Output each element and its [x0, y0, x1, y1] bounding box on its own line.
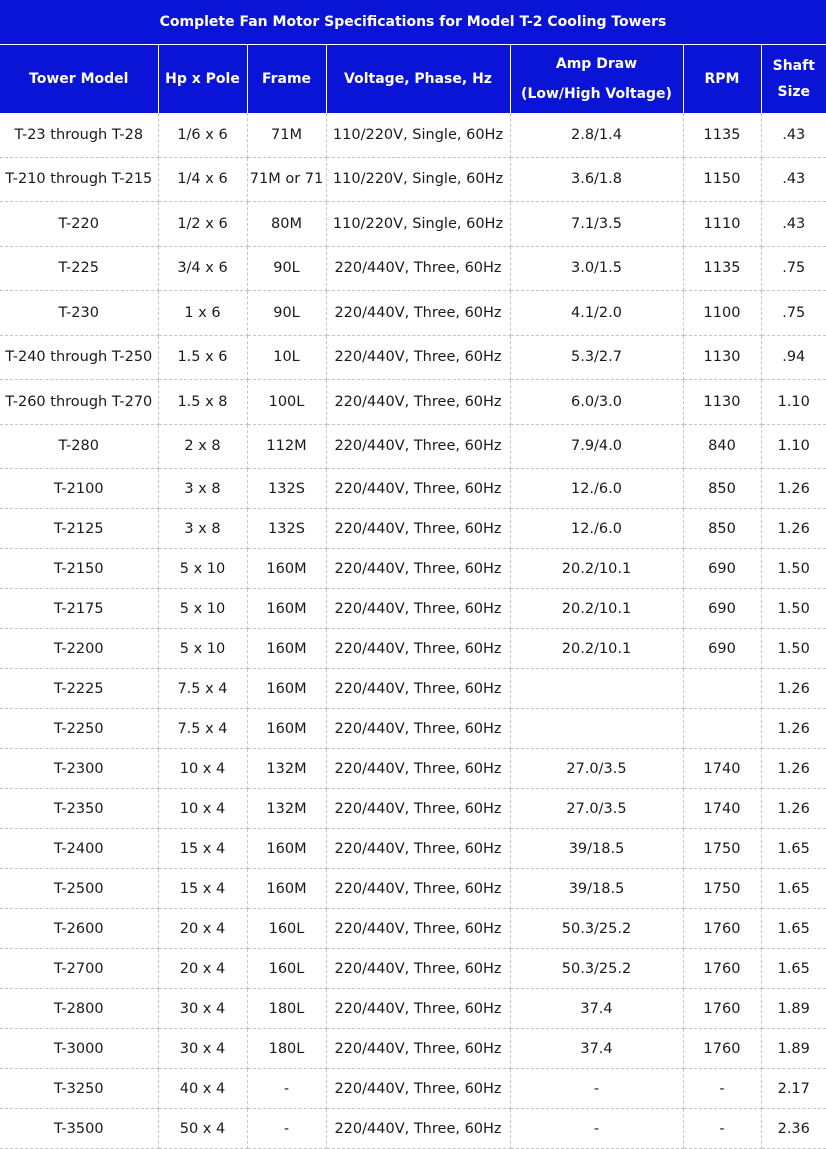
frame-cell: 132M — [247, 789, 326, 829]
header-rpm — [683, 45, 761, 114]
shaft-size-cell: 1.65 — [761, 829, 826, 869]
rpm-cell: 1130 — [683, 380, 761, 425]
voltage-cell: 220/440V, Three, 60Hz — [326, 589, 510, 629]
tower-model-cell: T-2300 — [0, 749, 158, 789]
title-row — [0, 0, 826, 45]
hp-pole-cell: 1/6 x 6 — [158, 113, 247, 157]
voltage-cell: 220/440V, Three, 60Hz — [326, 709, 510, 749]
shaft-size-cell: 1.26 — [761, 669, 826, 709]
table-row — [0, 1029, 826, 1069]
header-tower-model — [0, 45, 158, 114]
voltage-cell: 220/440V, Three, 60Hz — [326, 335, 510, 380]
hp-pole-cell: 1.5 x 8 — [158, 380, 247, 425]
tower-model-cell: T-220 — [0, 202, 158, 247]
shaft-size-cell: 1.26 — [761, 749, 826, 789]
frame-cell: 80M — [247, 202, 326, 247]
table-row — [0, 1069, 826, 1109]
tower-model-cell: T-2200 — [0, 629, 158, 669]
shaft-size-cell: 1.26 — [761, 509, 826, 549]
header-label: Tower Model — [0, 64, 158, 94]
rpm-cell: 1760 — [683, 1029, 761, 1069]
rpm-cell: 1760 — [683, 949, 761, 989]
tower-model-cell: T-23 through T-28 — [0, 113, 158, 157]
voltage-cell: 220/440V, Three, 60Hz — [326, 469, 510, 509]
header-amp-draw — [510, 45, 683, 114]
table-row — [0, 157, 826, 202]
rpm-cell: 1760 — [683, 909, 761, 949]
amp-draw-cell: 12./6.0 — [510, 469, 683, 509]
shaft-size-cell: .75 — [761, 291, 826, 336]
shaft-size-cell: 1.65 — [761, 949, 826, 989]
frame-cell: 160L — [247, 909, 326, 949]
table-row — [0, 335, 826, 380]
frame-cell: 112M — [247, 424, 326, 469]
shaft-size-cell: 1.26 — [761, 709, 826, 749]
tower-model-cell: T-3000 — [0, 1029, 158, 1069]
amp-draw-cell: - — [510, 1109, 683, 1149]
table-row — [0, 709, 826, 749]
rpm-cell: 1750 — [683, 869, 761, 909]
amp-draw-cell: 39/18.5 — [510, 829, 683, 869]
amp-draw-cell: 27.0/3.5 — [510, 749, 683, 789]
rpm-cell: 690 — [683, 549, 761, 589]
rpm-cell: 1760 — [683, 989, 761, 1029]
rpm-cell: 690 — [683, 589, 761, 629]
shaft-size-cell: 2.36 — [761, 1109, 826, 1149]
shaft-size-cell: 1.65 — [761, 909, 826, 949]
frame-cell: 160M — [247, 869, 326, 909]
amp-draw-cell: 20.2/10.1 — [510, 549, 683, 589]
hp-pole-cell: 50 x 4 — [158, 1109, 247, 1149]
rpm-cell: 1135 — [683, 246, 761, 291]
voltage-cell: 220/440V, Three, 60Hz — [326, 424, 510, 469]
table-head — [0, 0, 826, 113]
tower-model-cell: T-240 through T-250 — [0, 335, 158, 380]
voltage-cell: 220/440V, Three, 60Hz — [326, 869, 510, 909]
frame-cell: 160M — [247, 629, 326, 669]
frame-cell: 180L — [247, 1029, 326, 1069]
tower-model-cell: T-2225 — [0, 669, 158, 709]
voltage-cell: 220/440V, Three, 60Hz — [326, 1029, 510, 1069]
amp-draw-cell: 5.3/2.7 — [510, 335, 683, 380]
shaft-size-cell: 1.26 — [761, 789, 826, 829]
amp-draw-cell: 3.0/1.5 — [510, 246, 683, 291]
header-label: Shaft — [762, 53, 826, 79]
rpm-cell — [683, 709, 761, 749]
table-row — [0, 669, 826, 709]
hp-pole-cell: 5 x 10 — [158, 629, 247, 669]
amp-draw-cell — [510, 669, 683, 709]
table-title: Complete Fan Motor Specifications for Model T-2 Cooling Towers — [0, 0, 826, 45]
amp-draw-cell: 27.0/3.5 — [510, 789, 683, 829]
tower-model-cell: T-2125 — [0, 509, 158, 549]
frame-cell: 90L — [247, 291, 326, 336]
table-row — [0, 469, 826, 509]
amp-draw-cell: 37.4 — [510, 989, 683, 1029]
frame-cell: 10L — [247, 335, 326, 380]
table-row — [0, 909, 826, 949]
frame-cell: 160M — [247, 589, 326, 629]
rpm-cell: 1740 — [683, 749, 761, 789]
hp-pole-cell: 1.5 x 6 — [158, 335, 247, 380]
frame-cell: 160M — [247, 829, 326, 869]
hp-pole-cell: 2 x 8 — [158, 424, 247, 469]
shaft-size-cell: 1.10 — [761, 380, 826, 425]
tower-model-cell: T-225 — [0, 246, 158, 291]
frame-cell: 160M — [247, 549, 326, 589]
frame-cell: 132M — [247, 749, 326, 789]
header-sublabel: Size — [762, 79, 826, 105]
frame-cell: 132S — [247, 469, 326, 509]
tower-model-cell: T-2150 — [0, 549, 158, 589]
shaft-size-cell: 1.26 — [761, 469, 826, 509]
tower-model-cell: T-2600 — [0, 909, 158, 949]
amp-draw-cell: 12./6.0 — [510, 509, 683, 549]
hp-pole-cell: 7.5 x 4 — [158, 709, 247, 749]
hp-pole-cell: 1/4 x 6 — [158, 157, 247, 202]
voltage-cell: 220/440V, Three, 60Hz — [326, 291, 510, 336]
rpm-cell: 840 — [683, 424, 761, 469]
tower-model-cell: T-2500 — [0, 869, 158, 909]
hp-pole-cell: 20 x 4 — [158, 949, 247, 989]
header-shaft-size — [761, 45, 826, 114]
frame-cell: 160M — [247, 709, 326, 749]
tower-model-cell: T-210 through T-215 — [0, 157, 158, 202]
shaft-size-cell: 1.65 — [761, 869, 826, 909]
shaft-size-cell: 1.50 — [761, 549, 826, 589]
table-row — [0, 549, 826, 589]
table-row — [0, 113, 826, 157]
voltage-cell: 110/220V, Single, 60Hz — [326, 202, 510, 247]
header-frame — [247, 45, 326, 114]
header-label: Hp x Pole — [159, 64, 247, 94]
frame-cell: - — [247, 1069, 326, 1109]
rpm-cell: 850 — [683, 469, 761, 509]
tower-model-cell: T-3250 — [0, 1069, 158, 1109]
tower-model-cell: T-230 — [0, 291, 158, 336]
header-row — [0, 45, 826, 114]
voltage-cell: 220/440V, Three, 60Hz — [326, 1069, 510, 1109]
hp-pole-cell: 3/4 x 6 — [158, 246, 247, 291]
header-label: Voltage, Phase, Hz — [327, 64, 510, 94]
hp-pole-cell: 1/2 x 6 — [158, 202, 247, 247]
hp-pole-cell: 10 x 4 — [158, 749, 247, 789]
table-row — [0, 949, 826, 989]
amp-draw-cell: 39/18.5 — [510, 869, 683, 909]
table-row — [0, 989, 826, 1029]
hp-pole-cell: 40 x 4 — [158, 1069, 247, 1109]
hp-pole-cell: 7.5 x 4 — [158, 669, 247, 709]
table-row — [0, 749, 826, 789]
rpm-cell: 1100 — [683, 291, 761, 336]
header-sublabel: (Low/High Voltage) — [511, 79, 683, 109]
header-label: RPM — [684, 64, 761, 94]
table-row — [0, 1109, 826, 1149]
tower-model-cell: T-2350 — [0, 789, 158, 829]
hp-pole-cell: 5 x 10 — [158, 589, 247, 629]
voltage-cell: 110/220V, Single, 60Hz — [326, 113, 510, 157]
tower-model-cell: T-2100 — [0, 469, 158, 509]
voltage-cell: 220/440V, Three, 60Hz — [326, 246, 510, 291]
tower-model-cell: T-2700 — [0, 949, 158, 989]
hp-pole-cell: 20 x 4 — [158, 909, 247, 949]
tower-model-cell: T-2250 — [0, 709, 158, 749]
table-row — [0, 509, 826, 549]
header-label: Frame — [248, 64, 326, 94]
amp-draw-cell — [510, 709, 683, 749]
table-row — [0, 789, 826, 829]
table-row — [0, 202, 826, 247]
frame-cell: 160M — [247, 669, 326, 709]
voltage-cell: 220/440V, Three, 60Hz — [326, 749, 510, 789]
hp-pole-cell: 3 x 8 — [158, 509, 247, 549]
table-row — [0, 629, 826, 669]
frame-cell: 90L — [247, 246, 326, 291]
tower-model-cell: T-2400 — [0, 829, 158, 869]
shaft-size-cell: 1.50 — [761, 589, 826, 629]
voltage-cell: 220/440V, Three, 60Hz — [326, 829, 510, 869]
header-label: Amp Draw — [511, 49, 683, 79]
table-row — [0, 380, 826, 425]
shaft-size-cell: .43 — [761, 202, 826, 247]
tower-model-cell: T-2175 — [0, 589, 158, 629]
shaft-size-cell: .43 — [761, 113, 826, 157]
rpm-cell — [683, 669, 761, 709]
voltage-cell: 220/440V, Three, 60Hz — [326, 789, 510, 829]
voltage-cell: 220/440V, Three, 60Hz — [326, 629, 510, 669]
rpm-cell: 1110 — [683, 202, 761, 247]
shaft-size-cell: .94 — [761, 335, 826, 380]
voltage-cell: 220/440V, Three, 60Hz — [326, 669, 510, 709]
amp-draw-cell: 50.3/25.2 — [510, 949, 683, 989]
hp-pole-cell: 15 x 4 — [158, 829, 247, 869]
rpm-cell: 1130 — [683, 335, 761, 380]
shaft-size-cell: 1.89 — [761, 1029, 826, 1069]
rpm-cell: 1150 — [683, 157, 761, 202]
voltage-cell: 220/440V, Three, 60Hz — [326, 380, 510, 425]
tower-model-cell: T-2800 — [0, 989, 158, 1029]
table-row — [0, 291, 826, 336]
rpm-cell: 1750 — [683, 829, 761, 869]
hp-pole-cell: 3 x 8 — [158, 469, 247, 509]
tower-model-cell: T-3500 — [0, 1109, 158, 1149]
amp-draw-cell: - — [510, 1069, 683, 1109]
hp-pole-cell: 30 x 4 — [158, 1029, 247, 1069]
rpm-cell: - — [683, 1069, 761, 1109]
frame-cell: 180L — [247, 989, 326, 1029]
table-row — [0, 829, 826, 869]
amp-draw-cell: 4.1/2.0 — [510, 291, 683, 336]
rpm-cell: 690 — [683, 629, 761, 669]
shaft-size-cell: 2.17 — [761, 1069, 826, 1109]
amp-draw-cell: 6.0/3.0 — [510, 380, 683, 425]
table-row — [0, 589, 826, 629]
voltage-cell: 220/440V, Three, 60Hz — [326, 509, 510, 549]
rpm-cell: 1135 — [683, 113, 761, 157]
frame-cell: 71M or 71 — [247, 157, 326, 202]
voltage-cell: 220/440V, Three, 60Hz — [326, 909, 510, 949]
shaft-size-cell: 1.89 — [761, 989, 826, 1029]
table-row — [0, 424, 826, 469]
amp-draw-cell: 37.4 — [510, 1029, 683, 1069]
amp-draw-cell: 20.2/10.1 — [510, 589, 683, 629]
hp-pole-cell: 15 x 4 — [158, 869, 247, 909]
frame-cell: 132S — [247, 509, 326, 549]
hp-pole-cell: 10 x 4 — [158, 789, 247, 829]
shaft-size-cell: 1.50 — [761, 629, 826, 669]
voltage-cell: 220/440V, Three, 60Hz — [326, 989, 510, 1029]
frame-cell: - — [247, 1109, 326, 1149]
rpm-cell: - — [683, 1109, 761, 1149]
amp-draw-cell: 3.6/1.8 — [510, 157, 683, 202]
amp-draw-cell: 20.2/10.1 — [510, 629, 683, 669]
frame-cell: 71M — [247, 113, 326, 157]
voltage-cell: 220/440V, Three, 60Hz — [326, 1109, 510, 1149]
header-voltage — [326, 45, 510, 114]
table-row — [0, 869, 826, 909]
amp-draw-cell: 7.1/3.5 — [510, 202, 683, 247]
tower-model-cell: T-280 — [0, 424, 158, 469]
frame-cell: 100L — [247, 380, 326, 425]
frame-cell: 160L — [247, 949, 326, 989]
table-row — [0, 246, 826, 291]
tower-model-cell: T-260 through T-270 — [0, 380, 158, 425]
header-hp-pole — [158, 45, 247, 114]
shaft-size-cell: .75 — [761, 246, 826, 291]
amp-draw-cell: 50.3/25.2 — [510, 909, 683, 949]
shaft-size-cell: .43 — [761, 157, 826, 202]
table-body — [0, 113, 826, 1149]
voltage-cell: 220/440V, Three, 60Hz — [326, 549, 510, 589]
shaft-size-cell: 1.10 — [761, 424, 826, 469]
amp-draw-cell: 7.9/4.0 — [510, 424, 683, 469]
hp-pole-cell: 5 x 10 — [158, 549, 247, 589]
amp-draw-cell: 2.8/1.4 — [510, 113, 683, 157]
hp-pole-cell: 30 x 4 — [158, 989, 247, 1029]
rpm-cell: 850 — [683, 509, 761, 549]
voltage-cell: 110/220V, Single, 60Hz — [326, 157, 510, 202]
hp-pole-cell: 1 x 6 — [158, 291, 247, 336]
rpm-cell: 1740 — [683, 789, 761, 829]
voltage-cell: 220/440V, Three, 60Hz — [326, 949, 510, 989]
